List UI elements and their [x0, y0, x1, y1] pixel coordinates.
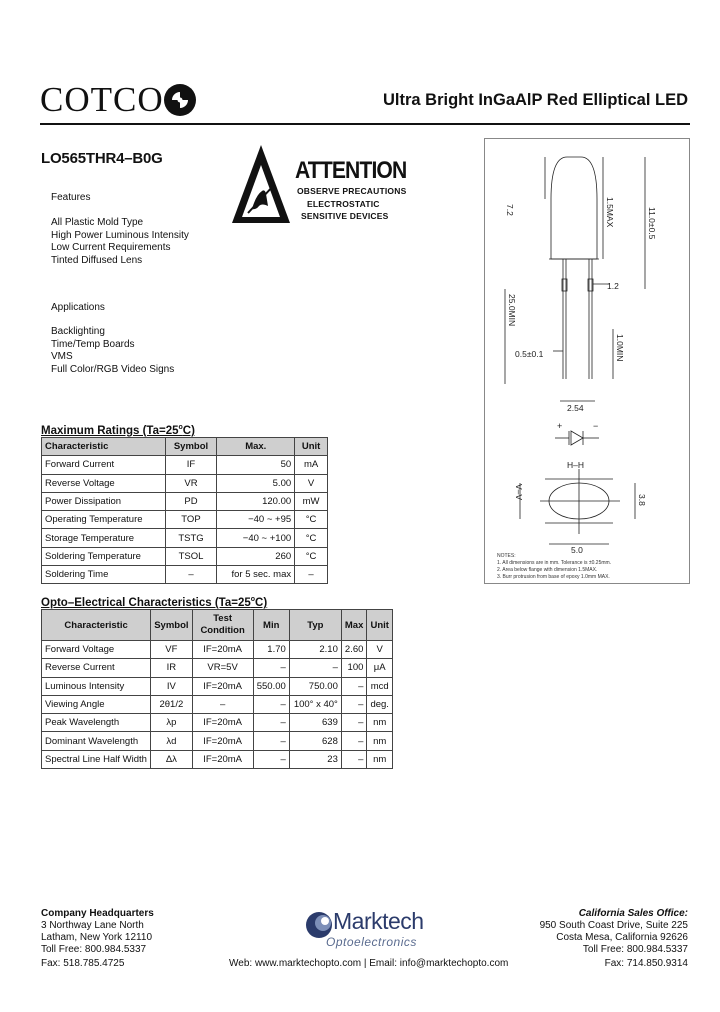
table-cell: deg. — [367, 695, 393, 713]
table-cell: TOP — [165, 511, 217, 529]
table-header: Max. — [217, 438, 295, 456]
table-cell: °C — [295, 529, 328, 547]
table-cell: −40 ~ +95 — [217, 511, 295, 529]
hq-title: Company Headquarters — [41, 908, 154, 919]
table-cell: IV — [151, 677, 192, 695]
table-row — [42, 750, 393, 768]
table-row — [42, 529, 328, 547]
part-number: LO565THR4–B0G — [41, 150, 163, 167]
table-cell: mW — [295, 492, 328, 510]
dim-label: 0.5±0.1 — [515, 349, 544, 359]
table-cell: – — [253, 714, 289, 732]
feature-item: Low Current Requirements — [51, 242, 171, 253]
table-cell: 1.70 — [253, 641, 289, 659]
drawing-note: 3. Burr protrusion from base of epoxy 1.0mm MAX. — [497, 574, 610, 580]
ca-line: Fax: 714.850.9314 — [604, 958, 688, 969]
table-header: Symbol — [151, 610, 192, 641]
table-cell: IF=20mA — [192, 732, 253, 750]
table-cell: VR=5V — [192, 659, 253, 677]
applications-list — [51, 326, 174, 376]
feature-item: High Power Luminous Intensity — [51, 229, 189, 241]
marktech-name: Marktech — [333, 908, 424, 934]
table-cell: TSOL — [165, 547, 217, 565]
table-cell: TSTG — [165, 529, 217, 547]
table-cell: λp — [151, 714, 192, 732]
contact-line[interactable]: Web: www.marktechopto.com | Email: info@marktechopto.com — [229, 958, 509, 969]
attention-line: ELECTROSTATIC — [307, 199, 380, 209]
table-header: Max — [341, 610, 367, 641]
table-cell: mA — [295, 456, 328, 474]
dim-label: 1.0MIN — [615, 334, 625, 362]
hq-line: Toll Free: 800.984.5337 — [41, 944, 147, 955]
attention-title: ATTENTION — [295, 157, 407, 184]
table-cell: 2.60 — [341, 641, 367, 659]
table-row — [42, 547, 328, 565]
table-row — [42, 695, 393, 713]
table-header: Typ — [289, 610, 341, 641]
table-cell: °C — [295, 547, 328, 565]
table-row — [42, 732, 393, 750]
dim-label: 1.2 — [607, 281, 619, 291]
table-cell: 550.00 — [253, 677, 289, 695]
package-drawing — [484, 138, 690, 584]
table-cell: IF=20mA — [192, 750, 253, 768]
anode-icon: + — [557, 421, 563, 431]
table-cell: IR — [151, 659, 192, 677]
table-cell: IF=20mA — [192, 677, 253, 695]
table-header: Characteristic — [42, 438, 166, 456]
hq-line: 3 Northway Lane North — [41, 920, 144, 931]
table-cell: – — [253, 659, 289, 677]
table-row — [42, 474, 328, 492]
table-cell: Spectral Line Half Width — [42, 750, 151, 768]
table-cell: λd — [151, 732, 192, 750]
table-cell: 260 — [217, 547, 295, 565]
table-cell: Forward Voltage — [42, 641, 151, 659]
table-row — [42, 714, 393, 732]
attention-line: OBSERVE PRECAUTIONS — [297, 186, 407, 196]
max-ratings-title: Maximum Ratings $(Ta=25^oC)$ — [41, 424, 195, 437]
table-cell: – — [165, 566, 217, 584]
table-cell: – — [289, 659, 341, 677]
drawing-note: 2. Area below flange with dimension 1.5MAX. — [497, 567, 598, 573]
table-cell: nm — [367, 750, 393, 768]
brand-name: COTCO — [40, 80, 164, 119]
table-cell: IF=20mA — [192, 641, 253, 659]
table-cell: 23 — [289, 750, 341, 768]
table-cell: Reverse Voltage — [42, 474, 166, 492]
ca-title: California Sales Office: — [578, 908, 688, 919]
table-header: Min — [253, 610, 289, 641]
dim-label: 11.0±0.5 — [647, 207, 657, 240]
hq-line: Fax: 518.785.4725 — [41, 958, 125, 969]
table-row — [42, 659, 393, 677]
attention-line: SENSITIVE DEVICES — [301, 211, 389, 221]
application-item: Backlighting — [51, 326, 105, 337]
table-cell: – — [253, 695, 289, 713]
header-rule — [40, 123, 690, 125]
feature-item: All Plastic Mold Type — [51, 217, 144, 228]
table-cell: – — [253, 750, 289, 768]
table-header: Unit — [367, 610, 393, 641]
table-row — [42, 566, 328, 584]
dim-label: 1.5MAX — [605, 197, 615, 228]
dim-label: 2.54 — [567, 403, 584, 413]
table-cell: Storage Temperature — [42, 529, 166, 547]
opto-title: Opto–Electrical Characteristics $(Ta=25^oC)$ — [41, 596, 268, 609]
table-cell: – — [253, 732, 289, 750]
cotco-logo-icon — [163, 83, 197, 117]
dim-label: 3.8 — [637, 494, 647, 506]
table-cell: Δλ — [151, 750, 192, 768]
table-cell: nm — [367, 714, 393, 732]
table-cell: VR — [165, 474, 217, 492]
table-cell: nm — [367, 732, 393, 750]
led-dimension-drawing — [485, 139, 691, 585]
hq-line: Latham, New York 12110 — [41, 932, 153, 943]
table-cell: Soldering Time — [42, 566, 166, 584]
table-cell: 100° x 40° — [289, 695, 341, 713]
table-cell: IF — [165, 456, 217, 474]
applications-heading: Applications — [51, 302, 105, 313]
ca-line: Toll Free: 800.984.5337 — [582, 944, 688, 955]
table-cell: – — [192, 695, 253, 713]
table-cell: Viewing Angle — [42, 695, 151, 713]
application-item: Full Color/RGB Video Signs — [51, 363, 175, 375]
table-cell: 639 — [289, 714, 341, 732]
table-header: Test Condition — [192, 610, 253, 641]
dim-label: 25.0MIN — [507, 294, 517, 327]
table-cell: – — [341, 695, 367, 713]
table-cell: VF — [151, 641, 192, 659]
table-row — [42, 456, 328, 474]
table-cell: 100 — [341, 659, 367, 677]
features-list — [51, 217, 189, 267]
table-cell: – — [341, 714, 367, 732]
ca-line: 950 South Coast Drive, Suite 225 — [539, 920, 688, 931]
table-cell: V — [367, 641, 393, 659]
cathode-icon: − — [593, 421, 599, 431]
headquarters-block — [41, 908, 154, 970]
esd-warning-icon — [230, 143, 292, 225]
table-row — [42, 492, 328, 510]
table-row — [42, 511, 328, 529]
opto-table — [41, 609, 393, 769]
dim-label: 5.0 — [571, 545, 583, 555]
document-title: Ultra Bright InGaAlP Red Elliptical LED — [383, 91, 688, 109]
table-cell: 50 — [217, 456, 295, 474]
table-header: Unit — [295, 438, 328, 456]
dim-label: 7.2 — [505, 204, 515, 216]
california-office-block — [540, 908, 688, 970]
table-cell: PD — [165, 492, 217, 510]
table-cell: V — [295, 474, 328, 492]
feature-item: Tinted Diffused Lens — [51, 254, 143, 266]
table-cell: 750.00 — [289, 677, 341, 695]
table-cell: Power Dissipation — [42, 492, 166, 510]
ca-line: Costa Mesa, California 92626 — [556, 932, 688, 943]
max-ratings-table — [41, 437, 328, 584]
table-cell: −40 ~ +100 — [217, 529, 295, 547]
table-cell: 120.00 — [217, 492, 295, 510]
table-cell: 2θ1/2 — [151, 695, 192, 713]
table-cell: 2.10 — [289, 641, 341, 659]
table-cell: for 5 sec. max — [217, 566, 295, 584]
drawing-note: 1. All dimensions are in mm. Tolerance is ±0.25mm. — [497, 560, 612, 566]
table-cell: Luminous Intensity — [42, 677, 151, 695]
dim-label: H–H — [567, 460, 585, 470]
marktech-subtitle: Optoelectronics — [326, 935, 417, 949]
table-cell: 5.00 — [217, 474, 295, 492]
table-row — [42, 641, 393, 659]
features-heading: Features — [51, 192, 91, 203]
table-cell: 628 — [289, 732, 341, 750]
table-cell: °C — [295, 511, 328, 529]
table-cell: Forward Current — [42, 456, 166, 474]
table-cell: Soldering Temperature — [42, 547, 166, 565]
table-cell: Operating Temperature — [42, 511, 166, 529]
table-cell: μA — [367, 659, 393, 677]
table-cell: IF=20mA — [192, 714, 253, 732]
table-row — [42, 677, 393, 695]
application-item: Time/Temp Boards — [51, 338, 135, 350]
table-cell: – — [341, 677, 367, 695]
table-cell: mcd — [367, 677, 393, 695]
table-cell: Reverse Current — [42, 659, 151, 677]
application-item: VMS — [51, 351, 73, 362]
table-cell: Dominant Wavelength — [42, 732, 151, 750]
table-cell: – — [341, 750, 367, 768]
table-cell: Peak Wavelength — [42, 714, 151, 732]
dim-label: V–V — [514, 484, 524, 501]
table-header: Symbol — [165, 438, 217, 456]
drawing-note: NOTES: — [497, 553, 516, 559]
table-header: Characteristic — [42, 610, 151, 641]
table-cell: – — [295, 566, 328, 584]
table-cell: – — [341, 732, 367, 750]
